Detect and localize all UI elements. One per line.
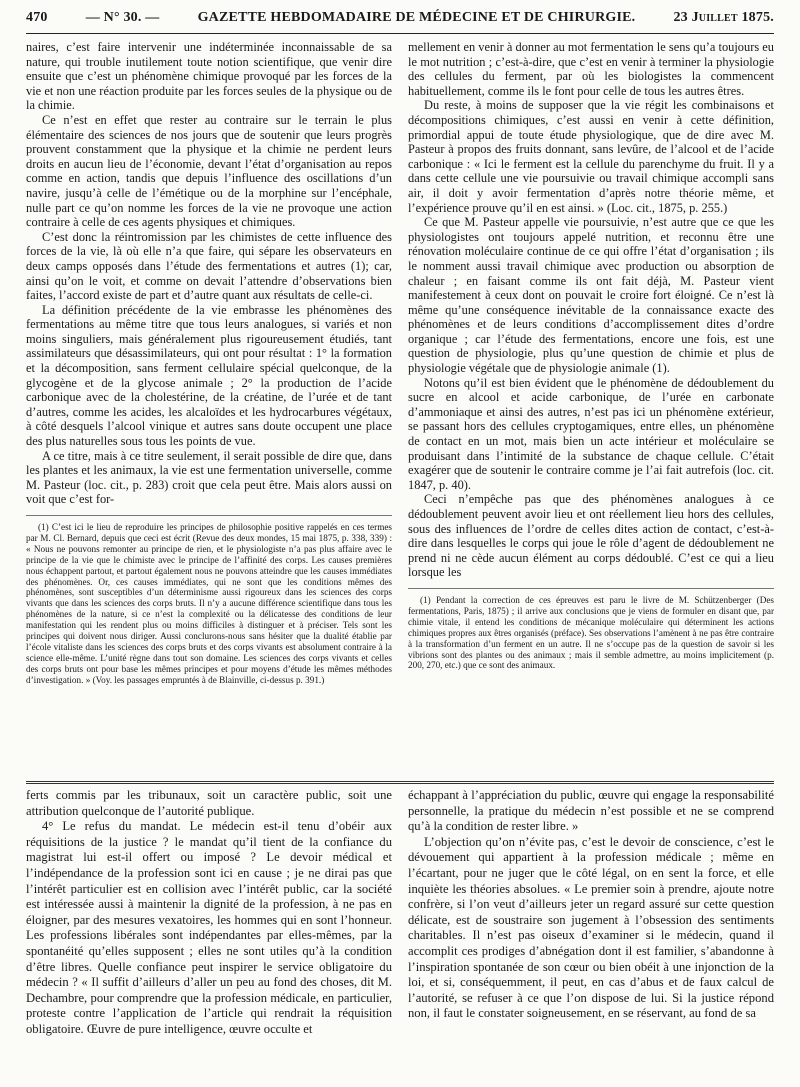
section-divider xyxy=(26,781,774,784)
paragraph: mellement en venir à donner au mot fermentation le sens qu’a toujours eu le mot nutrition ; c’est-à-dire, que c’est en venir à terminer la physiologie des cellules du ferment, par où les biologistes la commencent habituellement, comme ils le font pour celle de tous les autres êtres. xyxy=(408,40,774,98)
issue-number: — N° 30. — xyxy=(85,10,160,25)
paragraph: A ce titre, mais à ce titre seulement, il serait possible de dire que, dans les plantes et les animaux, la vie est une fermentation universelle, comme M. Pasteur (loc. cit., p. 283) croit que cela peut être. Mais alors aussi on voit que c’est for- xyxy=(26,448,392,507)
paragraph: Ce que M. Pasteur appelle vie poursuivie, n’est autre que ce que les physiologistes ont toujours appelé nutrition, et reconnu être une rénovation moléculaire continue de ce qui offre l’état d’organisation ; ils le nomment aussi travail chimique avec production ou absorption de chaleur ; en faisant comme ils ont fait déjà, M. Pasteur vient manifestement à ceux dont on pouvait le croire fort éloigné. Ce n’est là même qu’une conséquence inévitable de la connaissance exacte des phénomènes et de leurs conditions d’accomplissement dites d’ordre organique ; car l’étude des fermentations, encore une fois, est une question de physiologie, plus qu’une question de chimie et plus de physiologie végétale que de physiologie animale (1). xyxy=(408,215,774,376)
lower-right-column xyxy=(408,788,774,1078)
paragraph: échappant à l’appréciation du public, œuvre qui engage la responsabilité personnelle, la pratique du médecin n’est possible et ne se comprend qu’à la condition de rester libre. » xyxy=(408,788,774,834)
footnote: (1) Pendant la correction de ces épreuves est paru le livre de M. Schützenberger (Des fermentations, Paris, 1875) ; il arrive aux conclusions que je viens de formuler en disant que, par chimie vitale, il entend les conditions de mécanique moléculaire qui déterminent les actions chimiques propres aux êtres organisés (préface). Ses observations l’amènent à ne pas être contraire à la transformation d’un ferment en un autre. Il ne s’occupe pas de la question de savoir si les vibrions sont des plantes ou des animaux ; mais il semble admettre, au moins implicitement (p. 200, 270, etc.) que ce sont des animaux. xyxy=(408,594,774,671)
paragraph: naires, c’est faire intervenir une indéterminée inconnaissable de sa nature, qui trouble inutilement toute notion scientifique, que venir dire ensuite que c’est un phénomène chimique provoqué par les forces de la vie et non une réaction produite par les forces seules de la physique ou de la chimie. xyxy=(26,40,392,113)
footnote: (1) C’est ici le lieu de reproduire les principes de philosophie positive rappelés en ces termes par M. Cl. Bernard, depuis que ceci est écrit (Revue des deux mondes, 15 mai 1875, p. 338, 339) : « Nous ne pouvons remonter au principe de rien, et le physiologiste n’a pas plus affaire avec le principe de la vie que le chimiste avec le principe de l’affinité des corps. Les causes premières nous échappent partout, et partout également nous ne pouvons atteindre que les causes immédiates des phénomènes. Or, ces causes immédiates, qui ne sont que les conditions mêmes des phénomènes, sont susceptibles d’un déterminisme aussi rigoureux dans les sciences des corps vivants que dans les sciences des corps bruts. Il n’y a aucune différence scientifique dans tous les phénomènes de la nature, si ce n’est la complexité ou la délicatesse des conditions de leur manifestation qui les rendent plus ou moins difficiles à distinguer et à préciser. Tels sont les principes qui doivent nous diriger. Aussi conclurons-nous sans hésiter que la dualité établie par l’école vitaliste dans les sciences des corps bruts et des corps vivants est absolument contraire à la science elle-même. L’unité règne dans tout son domaine. Les sciences des corps vivants et celles des corps bruts ont pour base les mêmes principes et pour moyens d’étude les mêmes méthodes d’investigation. » (Voy. les passages empruntés à de Blainville, ci-dessus p. 391.) xyxy=(26,522,392,685)
page-number: 470 xyxy=(26,10,48,25)
paragraph: Notons qu’il est bien évident que le phénomène de dédoublement du sucre en alcool et acide carbonique, de l’urée en carbonate d’ammoniaque et ainsi des autres, n’est pas ici un phénomène extérieur, se passant hors des cellules cryptogamiques, entre elles, un phénomène de contact en un mot, mais bien un acte intérieur et moléculaire se produisant dans l’intimité de la substance de chaque cellule. C’était exagérer que de soutenir le contraire comme je l’ai fait autrefois (loc. cit. 1847, p. 40). xyxy=(408,375,774,492)
footnote-block xyxy=(408,588,774,671)
paragraph: ferts commis par les tribunaux, soit un caractère public, soit une attribution quelconque de l’autorité publique. xyxy=(26,788,392,818)
issue-date: 23 Juillet 1875. xyxy=(673,10,774,25)
lower-article xyxy=(26,788,774,1078)
upper-right-column xyxy=(408,40,774,775)
paragraph: C’est donc la réintromission par les chimistes de cette influence des forces de la vie, là où elle n’a que faire, qui sépare les observateurs en deux camps opposés dans l’étude des fermentations et autres (1); car, ainsi qu’on le voit, et comme on devait l’attendre d’observations bien faites, l’accord existe de part et d’autre quant aux résultats de celle-ci. xyxy=(26,229,392,303)
paragraph: 4° Le refus du mandat. Le médecin est-il tenu d’obéir aux réquisitions de la justice ? le mandat qu’il tient de la confiance du magistrat lui est-il offert ou imposé ? Le devoir médical et l’indépendance de la profession sont ici en cause ; je ne dirai pas que l’intérêt particulier est en collision avec l’intérêt public, car la société est intéressée aussi à maintenir la dignité de la profession, à ne pas en éloigner, par des mesures vexatoires, les hommes qui en sont l’honneur. Les professions libérales sont indépendantes par elles-mêmes, par la spontanéité qu’elles supposent ; elles ne sont utiles qu’à la condition d’être libres. Quelle confiance peut inspirer le service obligatoire du médecin ? « Il suffit d’ailleurs d’aller un peu au fond des choses, dit M. Dechambre, pour comprendre que la profession médicale, en particulier, proteste contre l’application de l’article qui rendrait la réquisition obligatoire. Œuvre de pure intelligence, œuvre occulte et xyxy=(26,819,392,1036)
journal-title: GAZETTE HEBDOMADAIRE DE MÉDECINE ET DE CHIRURGIE. xyxy=(197,10,636,25)
footnote-block xyxy=(26,515,392,686)
paragraph: L’objection qu’on n’évite pas, c’est le devoir de conscience, c’est le dévouement qui appartient à la profession médicale ; même en l’écartant, pour ne juger que le côté légal, on en sent la force, et elle inquiète les théories absolues. « Le premier soin à prendre, ajoute notre confrère, si l’on veut d’ailleurs jeter un regard assuré sur cette question délicate, est de soustraire son jugement à l’obsession des sentiments charitables. Il n’est pas oiseux d’examiner si le médecin, quand il accomplit ces prodiges d’abnégation dont il est familier, s’abandonne à l’inspiration spontanée de son cœur ou bien obéit à une injonction de la loi, et si, conséquemment, il peut, en cas d’abus et de faux calcul de l’autorité, se refuser à ce que l’on dispose de lui. Si la justice répond non, il faut le constater soigneusement, en se réservant, au fond de sa xyxy=(408,834,774,1021)
lower-left-column xyxy=(26,788,392,1078)
paragraph: Du reste, à moins de supposer que la vie régit les combinaisons et décompositions chimiques, c’est aussi en venir à cette définition, primordial appui de toute étude physiologique, que de dire avec M. Pasteur à propos des fruits donnant, sans levûre, de l’alcool et de l’acide carbonique : « Ici le ferment est la cellule du parenchyme du fruit. Il y a dans cette cellule une vie poursuivie ou travail chimique accompli sans air, il doit y avoir fermentation d’après notre théorie même, et l’expérience prouve qu’il en est ainsi. » (Loc. cit., 1875, p. 255.) xyxy=(408,98,774,215)
upper-article xyxy=(26,40,774,775)
paragraph: Ceci n’empêche pas que des phénomènes analogues à ce dédoublement peuvent avoir lieu et ont réellement lieu hors des cellules, sous des influences de l’ordre de celles dites action de contact, c’est-à-dire dans lesquelles le corps qui joue le rôle d’agent de dédoublement ne prend ni ne cède aucun élément au corps dédoublé. C’est ce qui a lieu lorsque les xyxy=(408,492,774,580)
paragraph: Ce n’est en effet que rester au contraire sur le terrain le plus élémentaire des sciences de nos jours que de soutenir que leurs progrès prouvent constamment que la physique et la chimie ne perdent leurs droits en aucun lieu de l’économie, devant l’état d’organisation au repos comme en action, tandis que depuis l’influence des oscillations d’un navire, jusqu’à celle de l’émétique ou de la morphine sur l’encéphale, nulle part ce qu’on nomme les forces de la vie ne provoque une action contraire à celle de ces agents physiques et chimiques. xyxy=(26,112,392,230)
running-header xyxy=(26,10,774,34)
upper-left-column xyxy=(26,40,392,775)
paragraph: La définition précédente de la vie embrasse les phénomènes des fermentations au même titre que tous leurs analogues, si variés et non moins singuliers, mais généralement plus rigoureusement étudiés, tant assimilateurs que désassimilateurs, qui ont pour résultat : 1° la formation et la décomposition, sans ferment cellulaire spécial quelconque, de la glycogène et de la glycose animale ; 2° la production de l’acide carbonique avec de la cholestérine, de la créatine, de l’urée et de tant d’autres, comme les acides, les alcaloïdes et les hydrocarbures végétaux, à côté desquels l’alcool vinique et autres sans doute occupent une place des plus naturelles sous tous les points de vue. xyxy=(26,302,392,449)
